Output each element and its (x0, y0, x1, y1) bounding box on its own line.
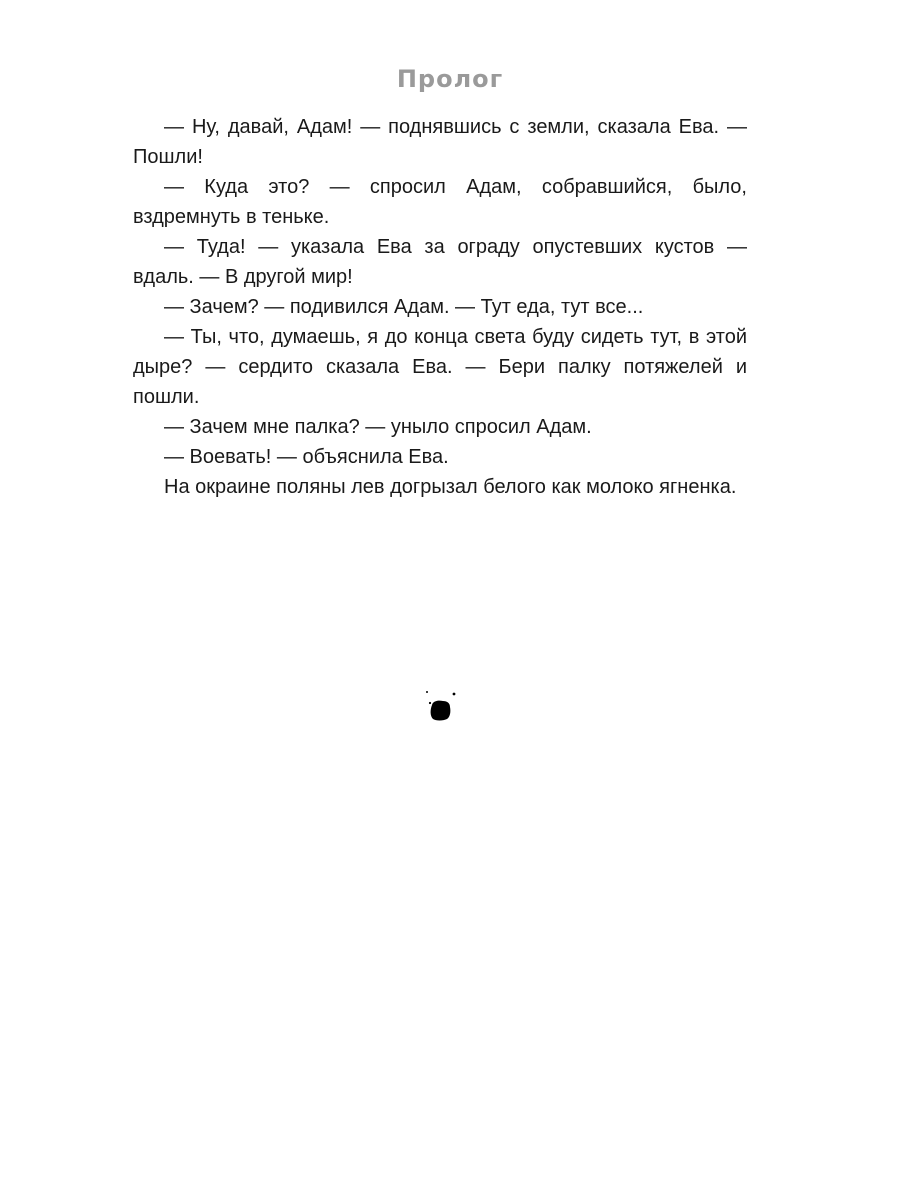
chapter-text (133, 112, 747, 502)
paragraph-6: — Зачем мне палка? — уныло спросил Адам. (164, 416, 592, 438)
paragraph-3: — Туда! — указала Ева за ограду опустевших кустов — вдаль. — В другой мир! (133, 236, 747, 288)
chapter-title: Пролог (396, 65, 504, 93)
paragraph-2: — Куда это? — спросил Адам, собравшийся, было, вздремнуть в теньке. (133, 176, 747, 228)
paragraph-8: На окраине поляны лев догрызал белого как молоко ягненка. (164, 476, 737, 498)
paragraph-1: — Ну, давай, Адам! — поднявшись с земли, сказала Ева. — Пошли! (133, 116, 747, 168)
paragraph-4: — Зачем? — подивился Адам. — Тут еда, тут все... (164, 296, 644, 318)
paragraph-5: — Ты, что, думаешь, я до конца света буду сидеть тут, в этой дыре? — сердито сказала Ева. — Бери палку потяжелей и пошли. (133, 326, 747, 408)
ink-blot-ornament-icon (420, 686, 460, 726)
paragraph-7: — Воевать! — объяснила Ева. (164, 446, 449, 468)
